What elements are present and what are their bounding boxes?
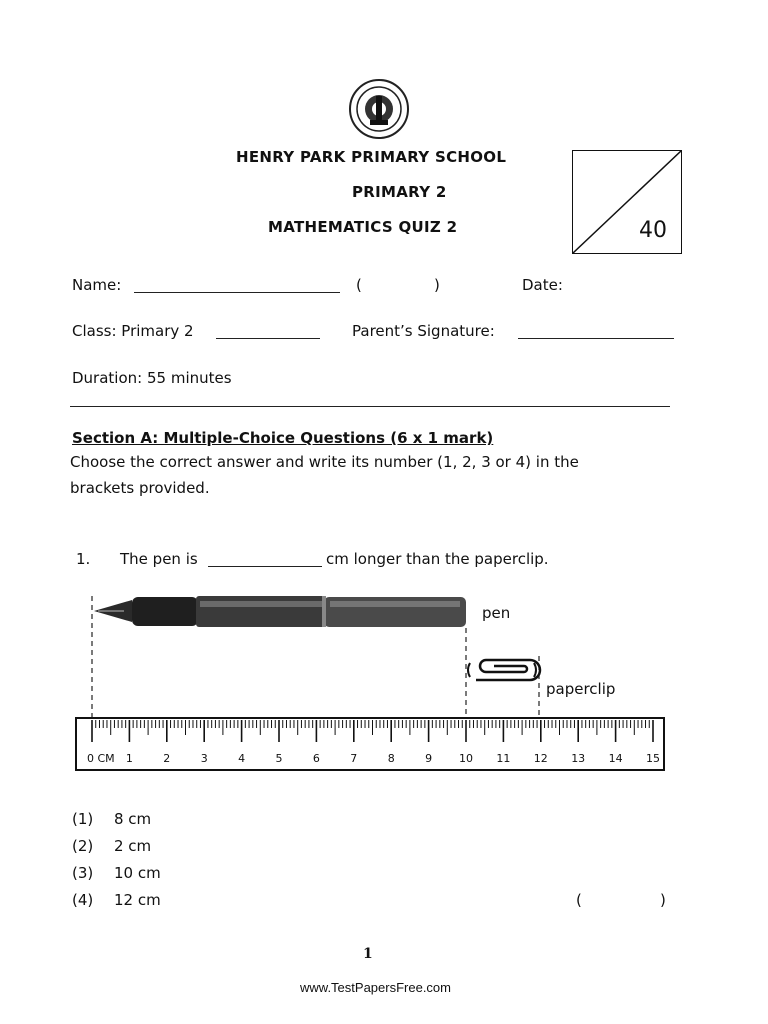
ruler-label: 3 bbox=[200, 752, 208, 765]
date-label: Date: bbox=[522, 276, 563, 294]
school-name: HENRY PARK PRIMARY SCHOOL bbox=[236, 148, 507, 166]
class-field[interactable] bbox=[216, 338, 320, 339]
class-label: Class: Primary 2 bbox=[72, 322, 194, 340]
ruler-label: 11 bbox=[496, 752, 511, 765]
ruler-label: 15 bbox=[646, 752, 660, 765]
header-divider bbox=[70, 406, 670, 407]
ruler-label: 5 bbox=[275, 752, 283, 765]
option-4-number: (4) bbox=[72, 891, 94, 909]
paperclip-label: paperclip bbox=[546, 680, 616, 698]
answer-bracket-open: ( bbox=[576, 891, 582, 909]
name-field[interactable] bbox=[134, 292, 340, 293]
ruler-label: 0 CM bbox=[87, 752, 115, 765]
index-open: ( bbox=[356, 276, 362, 294]
measurement-illustration bbox=[0, 580, 768, 780]
question-1-number: 1. bbox=[76, 550, 91, 568]
name-label: Name: bbox=[72, 276, 122, 294]
option-2-text: 2 cm bbox=[114, 837, 152, 855]
ruler-label: 8 bbox=[387, 752, 395, 765]
option-3-text: 10 cm bbox=[114, 864, 161, 882]
section-a-title: Section A: Multiple-Choice Questions (6 x 1 mark) bbox=[72, 429, 494, 447]
parent-signature-field[interactable] bbox=[518, 338, 674, 339]
question-1-text-after: cm longer than the paperclip. bbox=[326, 550, 549, 568]
section-a-instruction-2: brackets provided. bbox=[70, 479, 210, 497]
paperclip-icon bbox=[476, 660, 540, 680]
pen-label: pen bbox=[482, 604, 511, 622]
question-1-blank[interactable] bbox=[208, 566, 322, 567]
option-4-text: 12 cm bbox=[114, 891, 161, 909]
option-3-number: (3) bbox=[72, 864, 94, 882]
ruler-label: 13 bbox=[571, 752, 586, 765]
ruler-label: 4 bbox=[238, 752, 246, 765]
option-1-text: 8 cm bbox=[114, 810, 152, 828]
page-number: 1 bbox=[363, 946, 373, 962]
ruler-label: 14 bbox=[608, 752, 623, 765]
footer-url[interactable]: www.TestPapersFree.com bbox=[300, 980, 451, 995]
option-2-number: (2) bbox=[72, 837, 94, 855]
answer-input[interactable] bbox=[590, 890, 656, 910]
question-1-text-before: The pen is bbox=[120, 550, 198, 568]
ruler-label: 12 bbox=[533, 752, 548, 765]
ruler-label: 10 bbox=[459, 752, 473, 765]
pen-icon bbox=[94, 596, 466, 627]
total-marks: 40 bbox=[639, 218, 667, 243]
section-a-instruction-1: Choose the correct answer and write its number (1, 2, 3 or 4) in the bbox=[70, 453, 579, 471]
answer-bracket-close: ) bbox=[660, 891, 666, 909]
ruler-label: 6 bbox=[312, 752, 320, 765]
ruler-label: 9 bbox=[425, 752, 433, 765]
option-1-number: (1) bbox=[72, 810, 94, 828]
ruler-label: 7 bbox=[350, 752, 358, 765]
duration: Duration: 55 minutes bbox=[72, 369, 232, 387]
index-close: ) bbox=[434, 276, 440, 294]
ruler-label: 1 bbox=[125, 752, 133, 765]
level-title: PRIMARY 2 bbox=[352, 183, 447, 201]
ruler-label: 2 bbox=[163, 752, 171, 765]
quiz-title: MATHEMATICS QUIZ 2 bbox=[268, 218, 458, 236]
score-box bbox=[572, 150, 682, 254]
school-crest-icon bbox=[348, 78, 410, 140]
parent-signature-label: Parent’s Signature: bbox=[352, 322, 495, 340]
